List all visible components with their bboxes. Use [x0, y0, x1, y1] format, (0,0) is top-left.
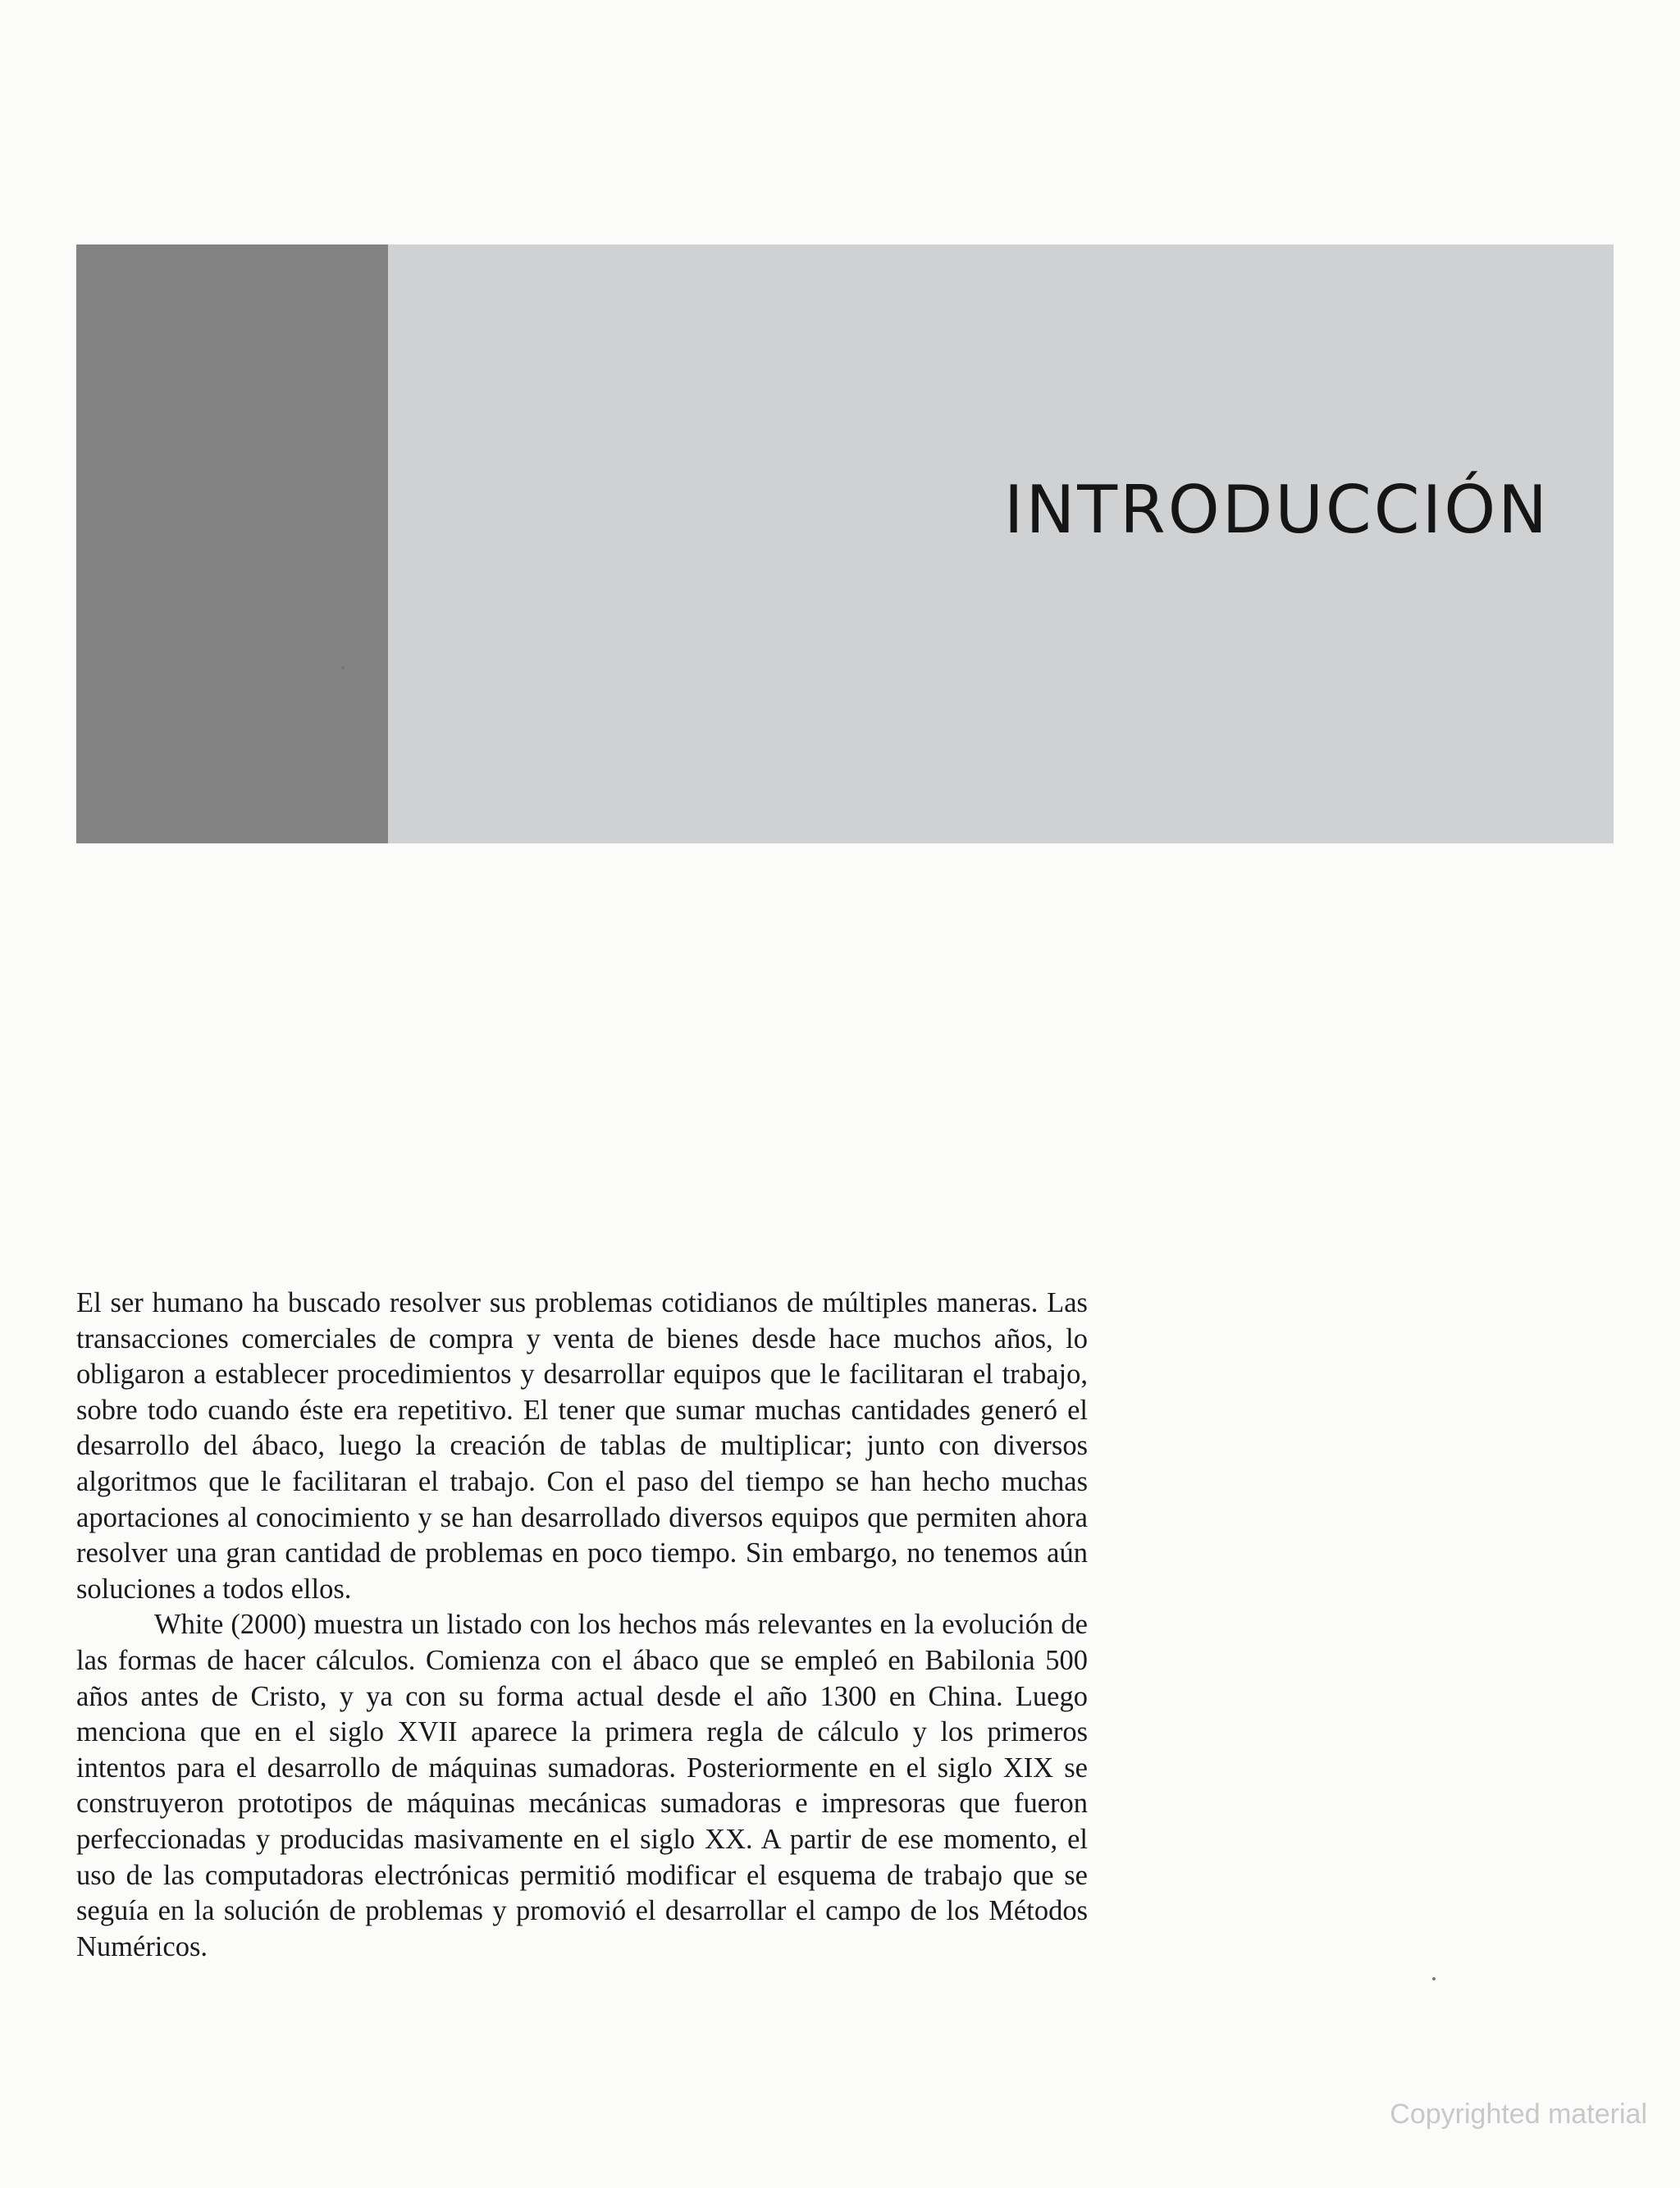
copyright-watermark: Copyrighted material: [1390, 2099, 1647, 2130]
paragraph-2: White (2000) muestra un listado con los hechos más relevantes en la evolución de las formas de hacer cálculos. Comienza con el ábaco que se empleó en Babilonia 500 años antes de Cristo, y ya con su forma actual desde el año 1300 en China. Luego menciona que en el siglo XVII aparece la primera regla de cálculo y los primeros intentos para el desarrollo de máquinas sumadoras. Posteriormente en el siglo XIX se construyeron prototipos de máquinas mecánicas sumadoras e impresoras que fueron perfeccionadas y producidas masivamente en el siglo XX. A partir de ese momento, el uso de las computadoras electrónicas permitió modificar el esquema de trabajo que se seguía en la solución de problemas y promovió el desarrollar el campo de los Métodos Numéricos.: [76, 1609, 1088, 1962]
paragraph-1: El ser humano ha buscado resolver sus problemas cotidianos de múltiples maneras. Las transacciones comerciales de compra y venta de bienes desde hace muchos años, lo obligaron a establecer procedimientos y desarrollar equipos que le facilitaran el trabajo, sobre todo cuando éste era repetitivo. El tener que sumar muchas cantidades generó el desarrollo del ábaco, luego la creación de tablas de multiplicar; junto con diversos algoritmos que le facilitaran el trabajo. Con el paso del tiempo se han hecho muchas aportaciones al conocimiento y se han desarrollado diversos equipos que permiten ahora resolver una gran cantidad de problemas en poco tiempo. Sin embargo, no tenemos aún soluciones a todos ellos.: [76, 1287, 1088, 1605]
banner-dark-block: [76, 244, 388, 843]
body-text: [76, 1286, 1088, 1965]
chapter-title: INTRODUCCIÓN: [1003, 472, 1550, 548]
scan-speck: [1432, 1977, 1436, 1980]
scan-speck: [341, 666, 345, 669]
chapter-banner: [76, 244, 1614, 843]
